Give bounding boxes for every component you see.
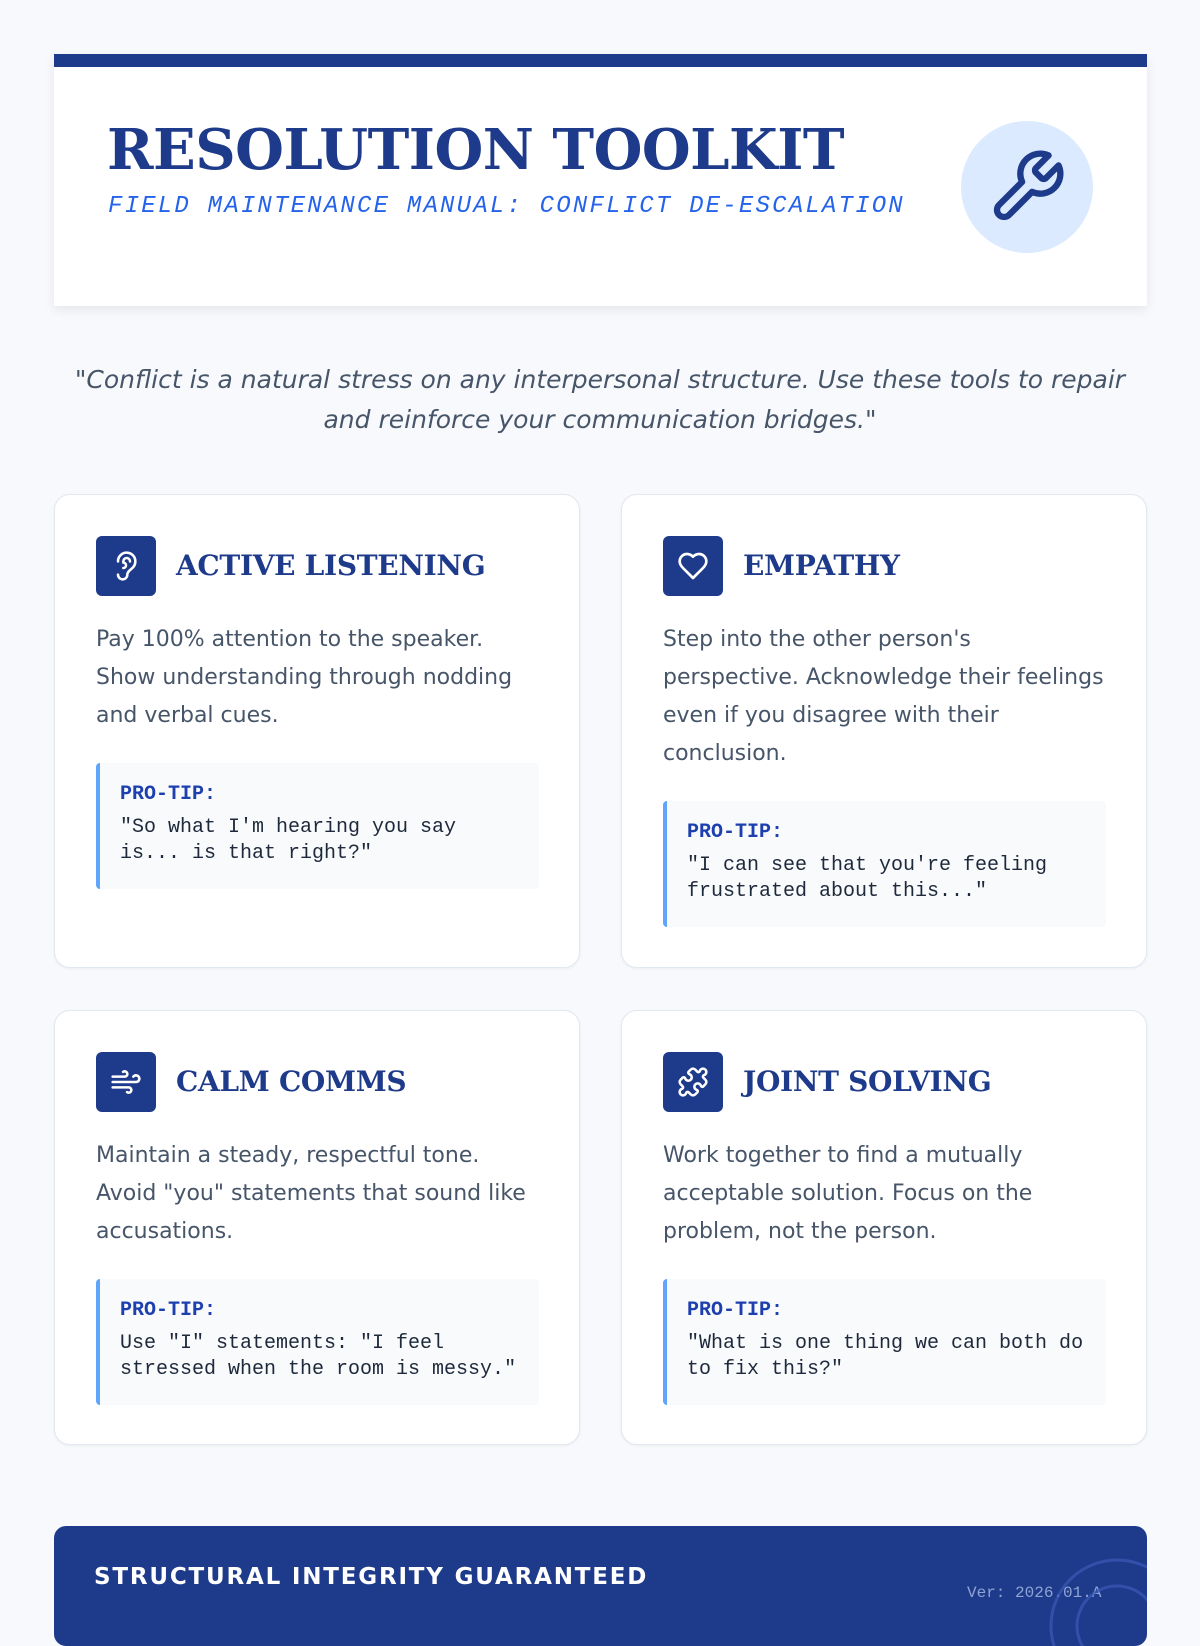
card-description: Maintain a steady, respectful tone. Avoid "you" statements that sound like accusations. <box>96 1143 526 1244</box>
ear-icon <box>110 550 142 582</box>
card-title: CALM COMMS <box>176 1065 407 1098</box>
pro-tip-text: "I can see that you're feeling frustrated about this..." <box>687 854 1048 903</box>
pro-tip-text: "What is one thing we can both do to fix this?" <box>687 1332 1084 1381</box>
pro-tip-box <box>96 1279 539 1405</box>
header-badge <box>961 121 1093 253</box>
wrench-icon <box>987 147 1067 227</box>
pro-tip-box <box>663 1279 1106 1405</box>
pro-tip-box <box>96 763 539 889</box>
pro-tip-label: PRO-TIP: <box>120 1299 217 1322</box>
card-header <box>96 1052 406 1112</box>
puzzle-icon <box>677 1066 709 1098</box>
card-icon-box <box>663 1052 723 1112</box>
pro-tip-text: Use "I" statements: "I feel stressed when the room is messy." <box>120 1332 517 1381</box>
card-description: Pay 100% attention to the speaker. Show understanding through nodding and verbal cues. <box>96 627 513 728</box>
card-description: Work together to find a mutually acceptable solution. Focus on the problem, not the person. <box>663 1143 1033 1244</box>
intro-quote: "Conflict is a natural stress on any interpersonal structure. Use these tools to repair and reinforce your communication bridges." <box>74 365 1126 434</box>
pro-tip-label: PRO-TIP: <box>687 1299 784 1322</box>
card-icon-box <box>96 536 156 596</box>
card-joint-solving <box>621 1010 1147 1445</box>
page-subtitle: FIELD MAINTENANCE MANUAL: CONFLICT DE-ESCALATION <box>108 193 905 220</box>
card-active-listening <box>54 494 580 968</box>
pro-tip-label: PRO-TIP: <box>687 821 784 844</box>
pro-tip-label: PRO-TIP: <box>120 783 217 806</box>
card-title: EMPATHY <box>743 549 900 582</box>
version-label: Ver: 2026.01.A <box>967 1584 1102 1602</box>
pro-tip-text: "So what I'm hearing you say is... is that right?" <box>120 816 457 865</box>
card-header <box>663 1052 991 1112</box>
page-title: RESOLUTION TOOLKIT <box>107 117 845 183</box>
heart-icon <box>677 550 709 582</box>
gear-decoration-icon <box>1047 1556 1147 1646</box>
card-icon-box <box>663 536 723 596</box>
header-card <box>54 54 1147 306</box>
footer-banner <box>54 1526 1147 1646</box>
card-empathy <box>621 494 1147 968</box>
pro-tip-box <box>663 801 1106 927</box>
footer-title: STRUCTURAL INTEGRITY GUARANTEED <box>94 1564 649 1590</box>
card-title: JOINT SOLVING <box>743 1065 992 1098</box>
card-header <box>663 536 900 596</box>
card-icon-box <box>96 1052 156 1112</box>
card-calm-comms <box>54 1010 580 1445</box>
card-description: Step into the other person's perspective. Acknowledge their feelings even if you disagree with their conclusion. <box>663 627 1104 766</box>
wind-icon <box>110 1066 142 1098</box>
card-title: ACTIVE LISTENING <box>176 549 486 582</box>
card-header <box>96 536 485 596</box>
